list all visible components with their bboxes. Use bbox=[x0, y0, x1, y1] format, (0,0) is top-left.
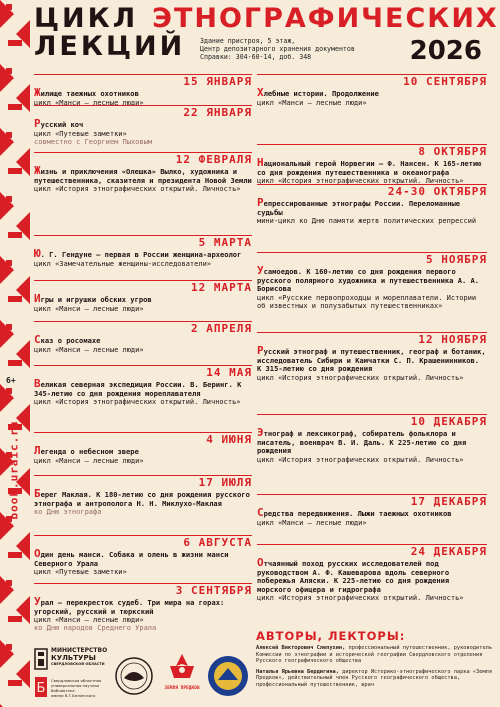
event-title bbox=[257, 158, 487, 177]
expedition-seal-icon bbox=[206, 654, 250, 698]
event-title-text: лебные истории. Продолжение bbox=[263, 89, 379, 98]
event-title bbox=[34, 335, 252, 346]
author-2-name: Наталья Ярьевна Бердигина, bbox=[256, 668, 339, 675]
event-title-initial: Ж bbox=[34, 164, 41, 177]
event-left-1 bbox=[34, 105, 252, 146]
venue-line: Справки: 304-60-14, доб. 348 bbox=[200, 53, 312, 61]
event-note: совместно с Георгием Пыховым bbox=[34, 137, 153, 146]
event-title-initial: Х bbox=[257, 86, 264, 99]
author-1-desc: профессиональный путешественник, руководитель Комиссии по этнографии и исторической географии Свердловского отделения Русского географического общества bbox=[256, 645, 493, 665]
event-title-text: гры и игрушки обских угров bbox=[40, 295, 152, 304]
event-right-1 bbox=[257, 144, 487, 185]
event-title bbox=[257, 88, 487, 99]
event-date: 5 НОЯБРЯ bbox=[426, 253, 487, 266]
event-title-text: самоедов. К 160-летию со дня рождения первого русского полярного художника и путешественника А. А. Борисова bbox=[257, 267, 480, 293]
ministry-line-3: СВЕРДЛОВСКОЙ ОБЛАСТИ bbox=[51, 662, 105, 666]
event-cycle: цикл «История этнографических открытий. Личность» bbox=[257, 177, 464, 185]
event-date: 12 ФЕВРАЛЯ bbox=[175, 153, 252, 166]
venue-line: Центр депозитарного хранения документов bbox=[200, 45, 355, 53]
authors-heading: АВТОРЫ, ЛЕКТОРЫ: bbox=[256, 629, 406, 643]
event-cycle: цикл «Манси – лесные люди» bbox=[34, 345, 144, 354]
authors-block bbox=[256, 645, 492, 689]
event-left-0 bbox=[34, 74, 252, 107]
event-left-9 bbox=[34, 535, 252, 576]
event-title-text: илище таежных охотников bbox=[40, 89, 139, 98]
event-date: 3 СЕНТЯБРЯ bbox=[175, 584, 252, 597]
event-title-initial: Р bbox=[34, 117, 41, 130]
event-title-text: рал – перекресток судеб. Три мира на горах: угорский, русский и тюркский bbox=[34, 598, 225, 616]
event-cycle: цикл «Русские первопроходцы и мореплаватели. Истории об известных и полузабытых путешественниках» bbox=[257, 293, 477, 310]
event-title bbox=[34, 597, 252, 616]
event-right-6 bbox=[257, 494, 487, 527]
event-title-initial: Н bbox=[257, 156, 264, 169]
event-title-initial: Ю bbox=[34, 247, 41, 260]
event-date: 24-30 ОКТЯБРЯ bbox=[387, 185, 487, 198]
event-date: 10 ДЕКАБРЯ bbox=[410, 415, 487, 428]
event-title-text: еликая северная экспедиция России. В. Беринг. К 345-летию со дня рождения мореплавателя bbox=[34, 380, 242, 398]
event-title-text: . Г. Гендуне – первая в России женщина-археолог bbox=[40, 250, 242, 259]
age-rating: 6+ bbox=[6, 376, 16, 385]
event-title-initial: О bbox=[34, 547, 41, 560]
event-cycle: цикл «Путевые заметки» bbox=[34, 129, 127, 138]
event-cycle: цикл «Путевые заметки» bbox=[34, 568, 127, 576]
event-right-7 bbox=[257, 544, 487, 602]
event-cycle: цикл «Манси – лесные люди» bbox=[257, 98, 367, 107]
title-cycle: ЦИКЛ bbox=[34, 3, 139, 34]
event-title-initial: У bbox=[257, 264, 264, 277]
event-title-text: усский этнограф и путешественник, географ и ботаник, исследователь Сибири и Камчатки С. П. Крашенинников. К 315-летию со дня рождения bbox=[257, 347, 486, 373]
event-title-text: ациональный герой Норвегии – Ф. Нансен. К 165-летию со дня рождения путешественника и океанографа bbox=[257, 159, 482, 177]
event-date: 8 ОКТЯБРЯ bbox=[418, 145, 487, 158]
event-title-initial: Э bbox=[257, 426, 264, 439]
site-url-text[interactable]: book.uraic.ru bbox=[7, 420, 21, 520]
logos-row bbox=[34, 648, 252, 703]
event-left-8 bbox=[34, 475, 252, 516]
event-cycle: цикл «Манси – лесные люди» bbox=[34, 616, 144, 624]
event-date: 15 ЯНВАРЯ bbox=[183, 75, 252, 88]
event-note: ко Дню народов Среднего Урала bbox=[34, 624, 157, 633]
event-cycle: цикл «Замечательные женщины-исследователи» bbox=[34, 259, 212, 268]
year: 2026 bbox=[409, 36, 482, 66]
event-title-initial: Р bbox=[257, 196, 264, 209]
event-title-initial: С bbox=[257, 506, 264, 519]
event-title bbox=[257, 266, 487, 294]
event-title-text: изнь и приключения «Олешка» Вылко, художника и путешественника, сказителя и президента Новой Земли bbox=[34, 167, 252, 185]
event-date: 17 ИЮЛЯ bbox=[198, 476, 252, 489]
venue-line: Здание пристроя, 5 этаж, bbox=[200, 37, 296, 45]
event-date: 14 МАЯ bbox=[206, 366, 252, 379]
event-left-7 bbox=[34, 432, 252, 465]
event-cycle: цикл «История этнографических открытий. Личность» bbox=[34, 398, 241, 406]
event-title bbox=[34, 489, 252, 508]
event-cycle: цикл «Манси – лесные люди» bbox=[34, 456, 144, 465]
event-date: 12 МАРТА bbox=[191, 281, 252, 294]
event-date: 5 МАРТА bbox=[198, 236, 252, 249]
author-2-desc: директор Историко-этнографического парка «Земля Предков», действительный член Русского географического общества, профессиональный путешественник, врач bbox=[256, 668, 493, 688]
event-title-text: ерег Маклая. К 180-летию со дня рождения русского этнографа и антрополога Н. Н. Миклухо-Маклая bbox=[34, 490, 250, 508]
author-2 bbox=[256, 669, 492, 689]
event-left-10 bbox=[34, 583, 252, 633]
zemlya-predkov-label: ЗЕМЛЯ ПРЕДКОВ bbox=[164, 686, 200, 691]
event-date: 4 ИЮНЯ bbox=[206, 433, 252, 446]
event-date: 2 АПРЕЛЯ bbox=[191, 322, 252, 335]
event-date: 22 ЯНВАРЯ bbox=[183, 106, 252, 119]
event-title bbox=[257, 508, 487, 519]
event-title-text: каз о росомахе bbox=[40, 336, 101, 345]
event-left-3 bbox=[34, 235, 252, 268]
event-left-2 bbox=[34, 152, 252, 193]
event-note: ко Дню этнографа bbox=[34, 508, 102, 516]
event-date: 6 АВГУСТА bbox=[183, 536, 252, 549]
event-title bbox=[257, 428, 487, 456]
event-title-initial: И bbox=[34, 292, 41, 305]
event-cycle: цикл «Манси – лесные люди» bbox=[34, 98, 144, 107]
zemlya-predkov-logo bbox=[162, 652, 202, 698]
event-title bbox=[34, 294, 252, 305]
event-title bbox=[34, 119, 252, 130]
library-line: имени В.Г.Белинского bbox=[51, 693, 96, 698]
ministry-emblem-icon bbox=[34, 648, 48, 670]
zemlya-predkov-icon bbox=[162, 652, 202, 682]
event-cycle: цикл «Манси – лесные люди» bbox=[257, 518, 367, 527]
event-title-initial: Ж bbox=[34, 86, 41, 99]
event-date: 10 СЕНТЯБРЯ bbox=[403, 75, 487, 88]
event-right-0 bbox=[257, 74, 487, 107]
event-title bbox=[34, 379, 252, 398]
title-lectures: ЛЕКЦИЙ bbox=[34, 31, 186, 62]
library-emblem-icon bbox=[34, 676, 48, 698]
event-title-text: усский коч bbox=[40, 120, 84, 129]
event-title bbox=[257, 558, 487, 594]
event-left-5 bbox=[34, 321, 252, 354]
event-title-initial: У bbox=[34, 595, 41, 608]
event-title-initial: Р bbox=[257, 344, 264, 357]
library-line: Свердловская областная bbox=[51, 678, 102, 683]
site-url-vertical[interactable] bbox=[4, 410, 24, 530]
rgo-seal-icon bbox=[114, 656, 154, 696]
library-line: универсальная научная библиотека bbox=[51, 683, 99, 693]
event-title-initial: С bbox=[34, 333, 41, 346]
event-title-text: редства передвижения. Лыжи таежных охотников bbox=[263, 509, 452, 518]
event-title-text: дин день манси. Собака и олень в жизни манси Северного Урала bbox=[34, 550, 229, 568]
event-title bbox=[34, 88, 252, 99]
venue-info bbox=[200, 37, 355, 61]
event-title-initial: О bbox=[257, 556, 264, 569]
event-right-5 bbox=[257, 414, 487, 464]
title-line-1 bbox=[34, 4, 499, 34]
event-title bbox=[34, 549, 252, 568]
event-left-6 bbox=[34, 365, 252, 406]
event-title-text: тчаянный поход русских исследователей под руководством А. Ф. Кашеварова вдоль северного побережья Аляски. К 225-летию со дня рождения морского офицера и гидрографа bbox=[257, 559, 450, 594]
ministry-line-2: КУЛЬТУРЫ bbox=[51, 653, 96, 662]
ornament-border bbox=[0, 0, 30, 707]
event-right-4 bbox=[257, 332, 487, 382]
author-1-name: Алексей Викторович Слепухин, bbox=[256, 645, 346, 651]
event-title bbox=[34, 249, 252, 260]
event-date: 17 ДЕКАБРЯ bbox=[410, 495, 487, 508]
event-title-text: егенда о небесном звере bbox=[40, 447, 139, 456]
event-title-initial: В bbox=[34, 377, 41, 390]
author-1 bbox=[256, 645, 492, 665]
event-title bbox=[34, 166, 252, 185]
event-cycle: цикл «Манси – лесные люди» bbox=[34, 304, 144, 313]
event-date: 24 ДЕКАБРЯ bbox=[410, 545, 487, 558]
event-right-3 bbox=[257, 252, 487, 310]
event-title-initial: Б bbox=[34, 487, 41, 500]
event-cycle: цикл «История этнографических открытий. Личность» bbox=[257, 373, 464, 382]
event-title bbox=[257, 198, 487, 217]
event-title-text: епрессированные этнографы России. Переломанные судьбы bbox=[257, 199, 461, 217]
event-cycle: цикл «История этнографических открытий. Личность» bbox=[34, 185, 241, 193]
ministry-line-1: МИНИСТЕРСТВО bbox=[51, 647, 108, 654]
event-date: 12 НОЯБРЯ bbox=[418, 333, 487, 346]
event-title bbox=[34, 446, 252, 457]
event-title bbox=[257, 346, 487, 374]
svg-text:Б: Б bbox=[36, 681, 46, 696]
event-right-2 bbox=[257, 184, 487, 225]
event-cycle: цикл «История этнографических открытий. Личность» bbox=[257, 594, 464, 602]
event-title-text: тнограф и лексикограф, собиратель фольклора и писатель, военврач В. И. Даль. К 225-летию со дня рождения bbox=[257, 429, 467, 455]
event-cycle: мини-цикл ко Дню памяти жертв политических репрессий bbox=[257, 217, 477, 225]
event-cycle: цикл «История этнографических открытий. Личность» bbox=[257, 455, 464, 464]
event-left-4 bbox=[34, 280, 252, 313]
title-ethnographic: ЭТНОГРАФИЧЕСКИХ bbox=[152, 3, 499, 34]
event-title-initial: Л bbox=[34, 444, 41, 457]
